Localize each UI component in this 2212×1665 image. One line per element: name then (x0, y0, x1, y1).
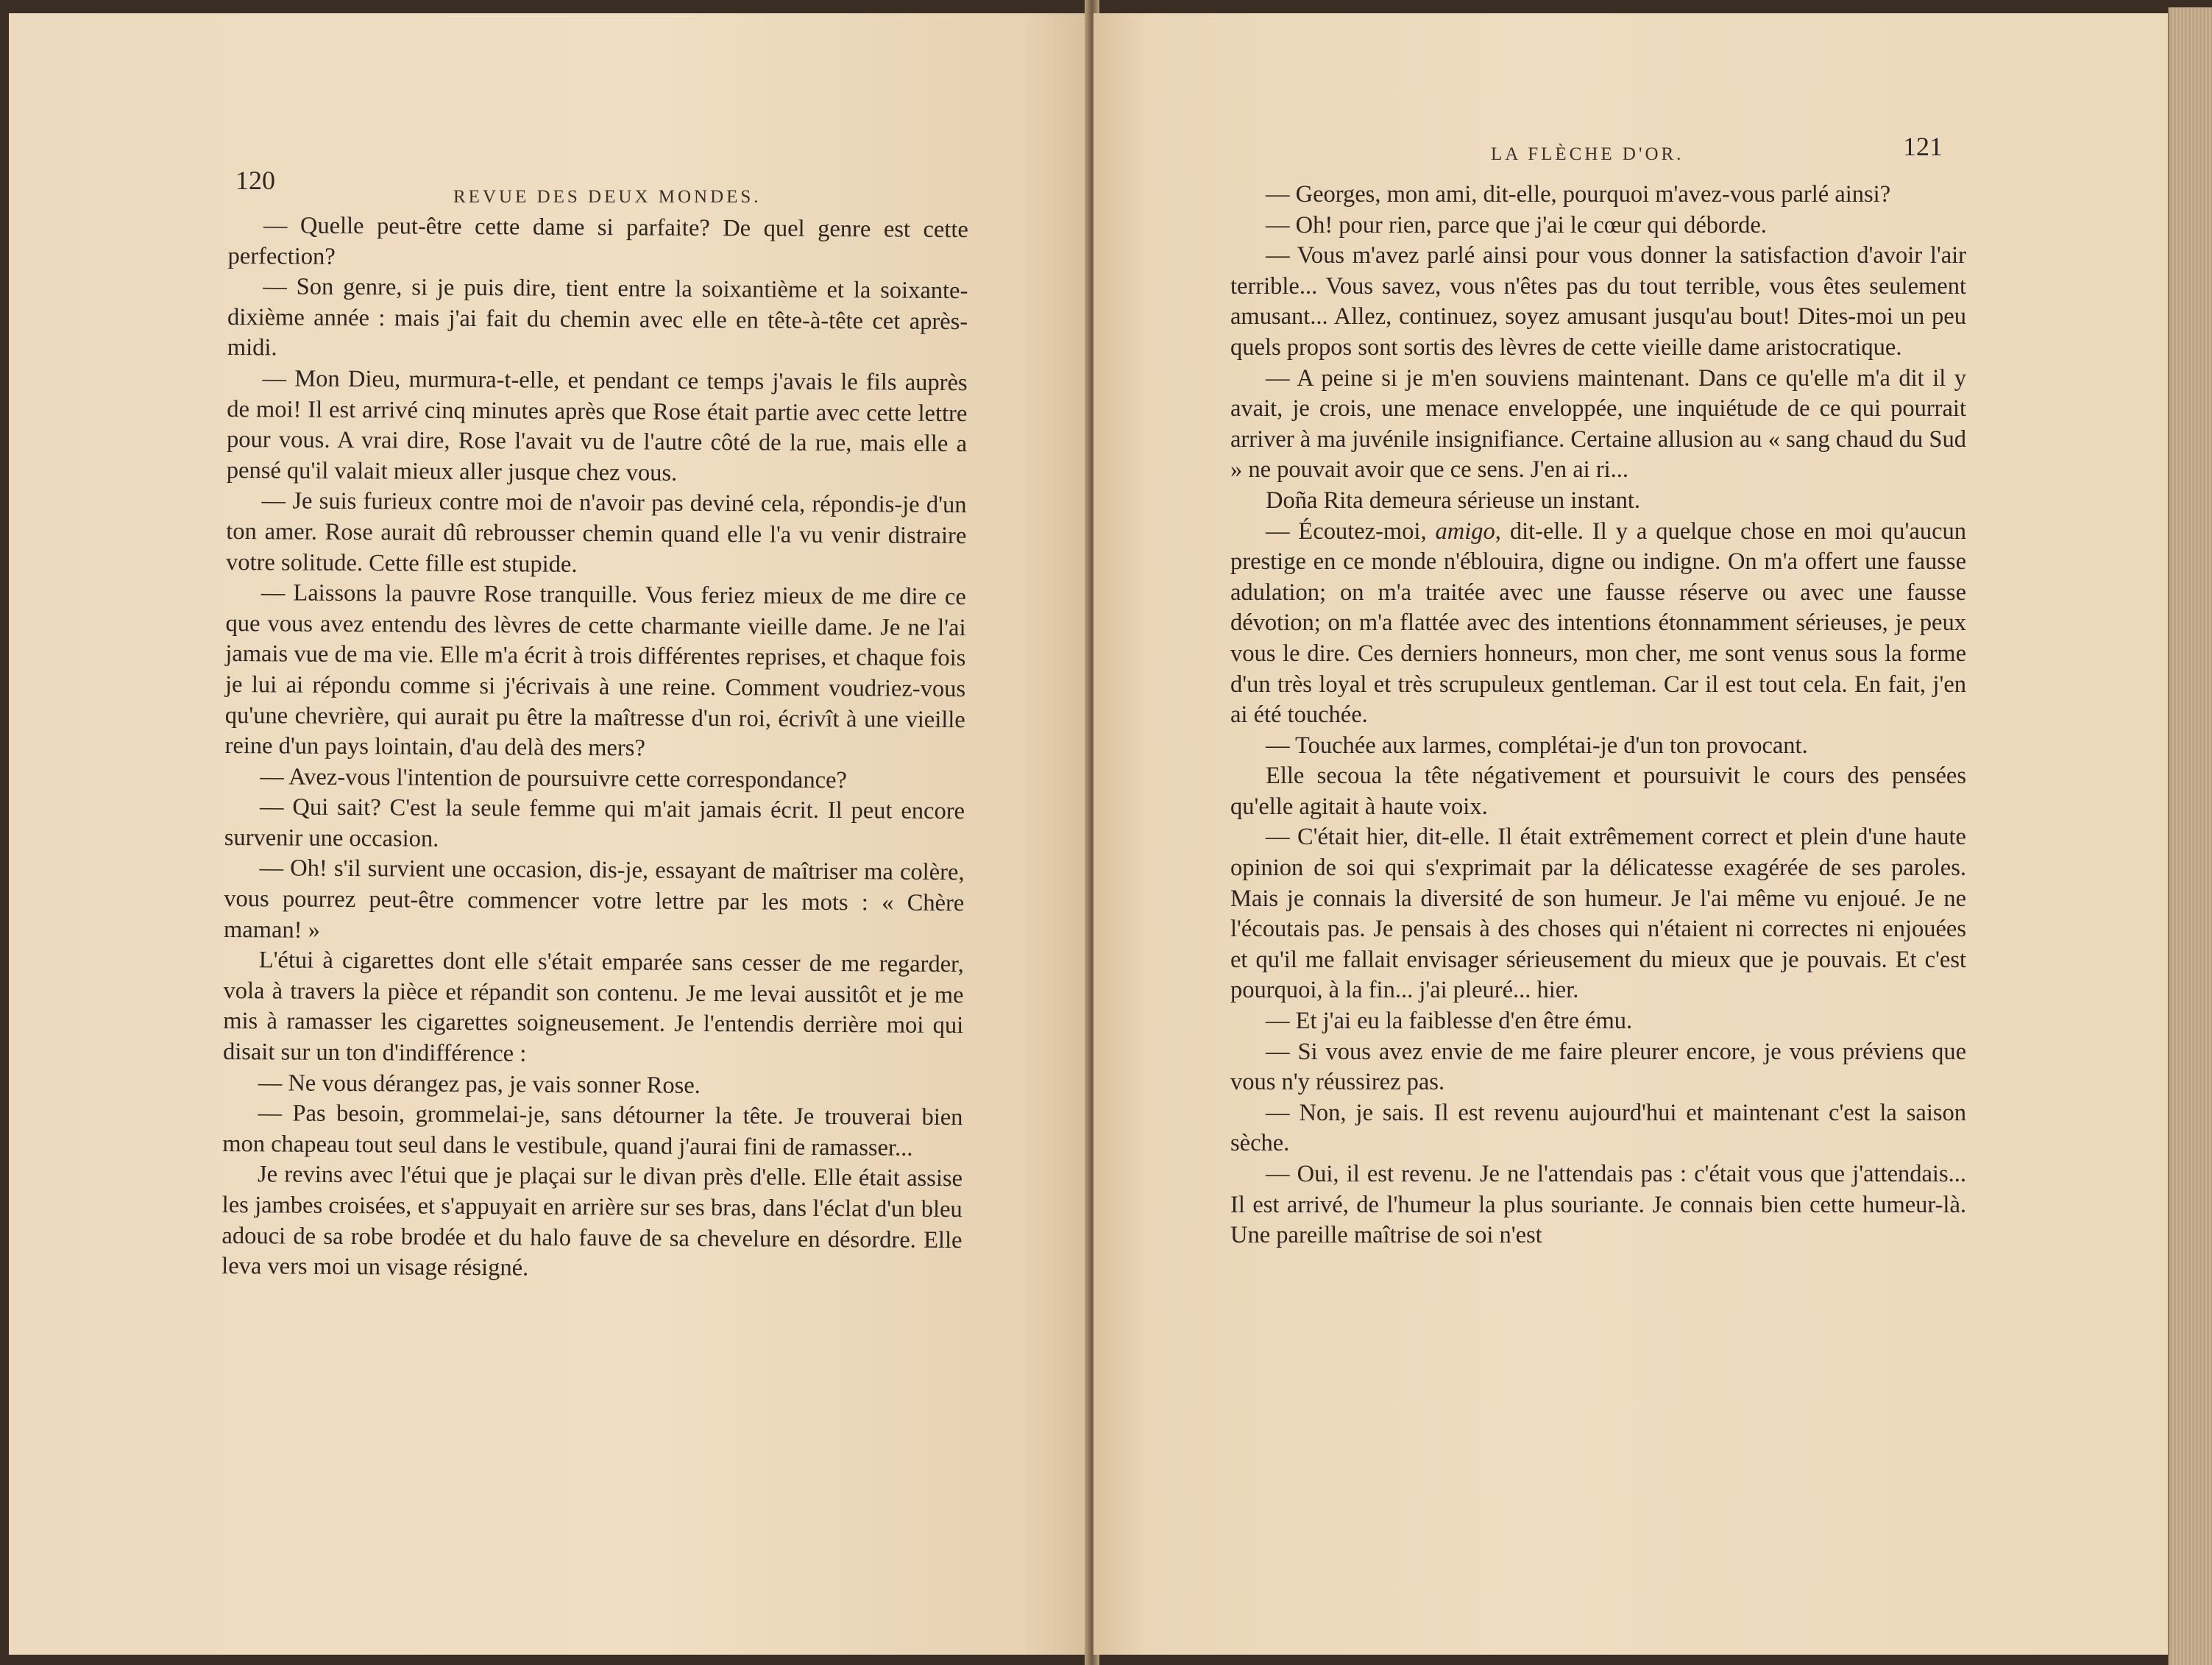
paragraph: Elle secoua la tête négativement et poursuivit le cours des pensées qu'elle agitait à haute voix. (1230, 763, 1966, 820)
paragraph: — C'était hier, dit-elle. Il était extrêmement correct et plein d'une haute opinion de soi qui s'exprimait par la délicatesse exagérée de ses paroles. Mais je connais la diversité de son humeur. Je l'ai même vu enjoué. Je ne l'écoutais pas. Je pensais à des choses qui n'étaient ni correctes ni enjouées et qu'il me fallait envisager sérieusement du mieux que je pouvais. Et c'est pourquoi, à la fin... j'ai pleuré... hier. (1230, 824, 1966, 1004)
paragraph: — Qui sait? C'est la seule femme qui m'ait jamais écrit. Il peut encore survenir une occasion. (224, 793, 965, 852)
paragraph-text: , dit-elle. Il y a quelque chose en moi qu'aucun prestige en ce monde n'éblouira, digne ou indigne. On m'a offert une fausse adulation; on m'a traitée avec une fausse réserve ou avec une fausse dévotion; on m'a flattée avec des intentions étonnamment sérieuses, je peux vous le dire. Ces derniers honneurs, mon cher, me sont venus sous la forme d'un très loyal et très scrupuleux gentleman. Car il est tout cela. En fait, j'en ai été touchée. (1230, 517, 1967, 729)
paragraph: — Quelle peut-être cette dame si parfaite? De quel genre est cette perfection? (227, 212, 968, 270)
paragraph: — Ne vous dérangez pas, je vais sonner Rose. (258, 1069, 701, 1099)
paragraph: — Oh! pour rien, parce que j'ai le cœur qui déborde. (1266, 211, 1767, 238)
emphasis-text: amigo (1435, 517, 1495, 545)
paragraph: — Non, je sais. Il est revenu aujourd'hui et maintenant c'est la saison sèche. (1230, 1099, 1966, 1157)
left-page (9, 13, 1088, 1655)
paragraph: — Oui, il est revenu. Je ne l'attendais pas : c'était vous que j'attendais... Il est arrivé, de l'humeur la plus souriante. Je connais bien cette humeur-là. Une pareille maîtrise de soi n'est (1230, 1161, 1966, 1249)
paragraph: — Laissons la pauvre Rose tranquille. Vous feriez mieux de me dire ce que vous avez entendu des lèvres de cette charmante vieille dame. Je ne l'ai jamais vue de ma vie. Elle m'a écrit à trois différentes reprises, et chaque fois je lui ai répondu comme si j'écrivais à une reine. Comment voudriez-vous qu'une chevrière, qui aurait pu être la maîtresse d'un roi, écrivît à une vieille reine d'un pays lointain, d'au delà des mers? (224, 579, 966, 762)
left-running-head: REVUE DES DEUX MONDES. (453, 187, 762, 207)
right-page-number: 121 (1903, 132, 1943, 161)
paragraph: L'étui à cigarettes dont elle s'était emparée sans cesser de me regarder, vola à travers la pièce et répandit son contenu. Je me levai aussitôt et je me mis à ramasser les cigarettes soigneusement. Je l'entendis derrière moi qui disait sur un ton d'indifférence : (222, 947, 964, 1067)
right-page (1093, 13, 2169, 1655)
paragraph: — Je suis furieux contre moi de n'avoir pas deviné cela, répondis-je d'un ton amer. Rose aurait dû rebrousser chemin quand elle l'a vu venir distraire votre solitude. Cette fille est stupide. (225, 487, 967, 578)
paragraph: — Et j'ai eu la faiblesse d'en être ému. (1266, 1008, 1633, 1035)
paragraph: — Son genre, si je puis dire, tient entre la soixantième et la soixante-dixième année : mais j'ai fait du chemin avec elle en tête-à-tête cet après-midi. (227, 273, 968, 361)
paragraph-text: — Écoutez-moi, (1266, 517, 1436, 545)
right-page-text (1230, 180, 1966, 1251)
paragraph: — Touchée aux larmes, complétai-je d'un ton provocant. (1266, 732, 1808, 759)
left-page-text (221, 211, 968, 1287)
page-edges (2168, 7, 2212, 1665)
paragraph: — Si vous avez envie de me faire pleurer encore, je vous préviens que vous n'y réussirez pas. (1230, 1038, 1966, 1096)
paragraph (1230, 517, 1966, 731)
paragraph: Je revins avec l'étui que je plaçai sur le divan près d'elle. Elle était assise les jambes croisées, et s'appuyait en arrière sur ses bras, dans l'éclat d'un bleu adouci de sa robe brodée et du halo fauve de sa chevelure en désordre. Elle leva vers moi un visage résigné. (221, 1161, 963, 1282)
paragraph: — Mon Dieu, murmura-t-elle, et pendant ce temps j'avais le fils auprès de moi! Il est arrivé cinq minutes après que Rose était partie avec cette lettre pour vous. A vrai dire, Rose l'avait vu de l'autre côté de la rue, mais elle a pensé qu'il valait mieux aller jusque chez vous. (226, 365, 968, 487)
paragraph: — Oh! s'il survient une occasion, dis-je, essayant de maîtriser ma colère, vous pourrez peut-être commencer votre lettre par les mots : « Chère maman! » (223, 855, 965, 944)
paragraph: — Avez-vous l'intention de poursuivre cette correspondance? (260, 763, 848, 793)
paragraph: Doña Rita demeura sérieuse un instant. (1266, 487, 1641, 514)
paragraph: — Pas besoin, grommelai-je, sans détourner la tête. Je trouverai bien mon chapeau tout seul dans le vestibule, quand j'aurai fini de ramasser... (222, 1100, 963, 1162)
paragraph: — A peine si je m'en souviens maintenant. Dans ce qu'elle m'a dit il y avait, je crois, une menace enveloppée, une inquiétude de ce qui pourrait arriver à ma juvénile insignifiance. Certaine allusion au « sang chaud du Sud » ne pouvait avoir que ce sens. J'en ai ri... (1230, 364, 1966, 484)
left-page-number: 120 (235, 166, 275, 195)
right-running-head: LA FLÈCHE D'OR. (1491, 144, 1684, 164)
paragraph: — Vous m'avez parlé ainsi pour vous donner la satisfaction d'avoir l'air terrible... Vous savez, vous n'êtes pas du tout terrible, vous êtes seulement amusant... Allez, continuez, soyez amusant jusqu'au bout! Dites-moi un peu quels propos sont sortis des lèvres de cette vieille dame aristocratique. (1230, 242, 1966, 361)
paragraph: — Georges, mon ami, dit-elle, pourquoi m'avez-vous parlé ainsi? (1266, 181, 1891, 208)
